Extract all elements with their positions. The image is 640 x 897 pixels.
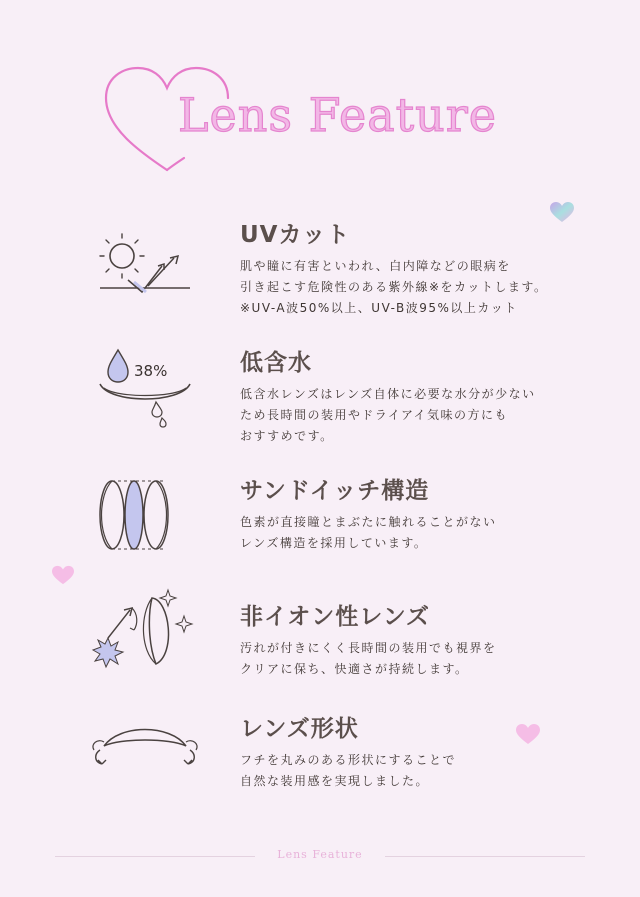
- description-line: ため長時間の装用やドライアイ気味の方にも: [240, 408, 508, 422]
- pink-heart-icon: [50, 564, 76, 586]
- feature-heading: 低含水: [240, 350, 312, 376]
- pink-heart-icon: [514, 722, 542, 746]
- footer-label: Lens Feature: [277, 848, 363, 861]
- description-line: 引き起こす危険性のある紫外線※をカットします。: [240, 280, 548, 294]
- water-drop-lens-icon: [90, 344, 200, 434]
- feature-heading: 非イオン性レンズ: [240, 604, 431, 630]
- feature-heading: サンドイッチ構造: [240, 478, 430, 504]
- description-line: 色素が直接瞳とまぶたに触れることがない: [240, 515, 497, 529]
- lens-shape-icon: [90, 720, 200, 780]
- description-line: 低含水レンズはレンズ自体に必要な水分が少ない: [240, 387, 536, 401]
- feature-description: [240, 512, 580, 554]
- sandwich-layers-icon: [90, 472, 200, 562]
- holographic-heart-icon: [548, 200, 576, 224]
- feature-description: [240, 638, 580, 680]
- description-line: 汚れが付きにくく長時間の装用でも視界を: [240, 641, 497, 655]
- divider: [385, 856, 585, 857]
- feature-description: [240, 256, 580, 319]
- description-line: ※UV-A波50%以上、UV-B波95%以上カット: [240, 301, 518, 315]
- footer: [55, 848, 585, 864]
- description-line: 自然な装用感を実現しました。: [240, 774, 430, 788]
- page-title: Lens Feature: [178, 88, 497, 142]
- description-line: 肌や瞳に有害といわれ、白内障などの眼病を: [240, 259, 511, 273]
- uv-sun-icon: [90, 226, 200, 316]
- feature-description: [240, 750, 580, 792]
- feature-heading: UVカット: [240, 222, 351, 248]
- description-line: クリアに保ち、快適さが持続します。: [240, 662, 469, 676]
- non-ionic-lens-icon: [90, 584, 200, 674]
- description-line: レンズ構造を採用しています。: [240, 536, 428, 550]
- feature-heading: レンズ形状: [240, 716, 359, 742]
- description-line: おすすめです。: [240, 429, 334, 443]
- feature-description: [240, 384, 580, 447]
- title-section: [0, 0, 640, 190]
- water-content-label: 38%: [134, 362, 168, 380]
- description-line: フチを丸みのある形状にすることで: [240, 753, 457, 767]
